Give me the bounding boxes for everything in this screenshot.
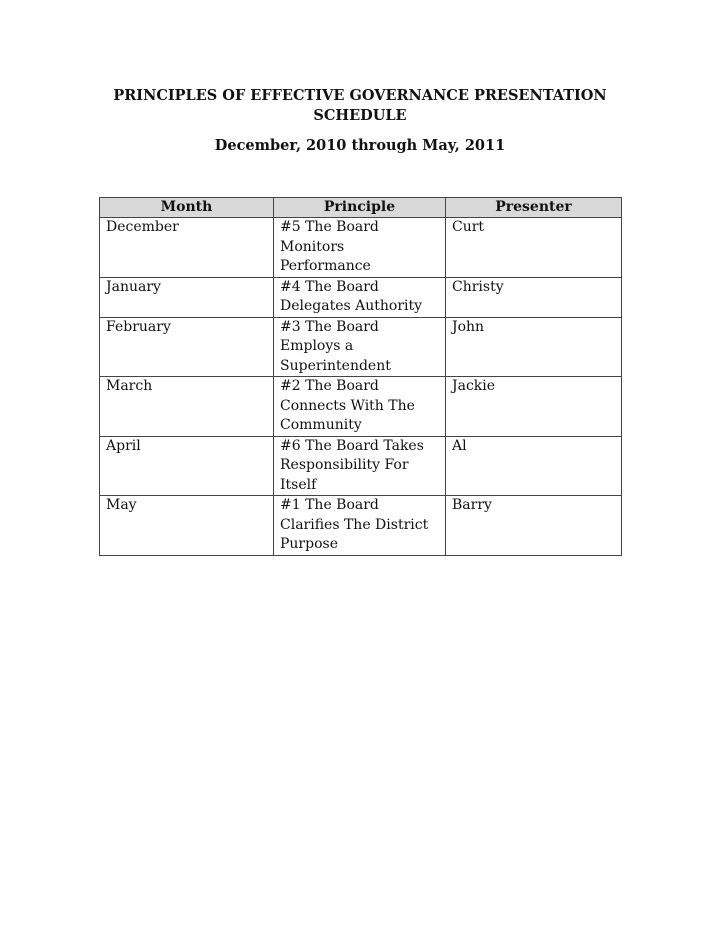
cell-month: March (100, 377, 274, 437)
cell-principle: #2 The Board Connects With The Community (274, 377, 446, 437)
cell-presenter: Curt (446, 218, 622, 278)
header-month: Month (100, 198, 274, 218)
cell-month: December (100, 218, 274, 278)
cell-principle: #1 The Board Clarifies The District Purpose (274, 496, 446, 556)
table-row (100, 496, 622, 556)
cell-month: May (100, 496, 274, 556)
cell-presenter: John (446, 317, 622, 377)
table-row (100, 277, 622, 317)
cell-presenter: Al (446, 436, 622, 496)
cell-principle: #3 The Board Employs a Superintendent (274, 317, 446, 377)
table-row (100, 317, 622, 377)
cell-presenter: Jackie (446, 377, 622, 437)
cell-principle: #6 The Board Takes Responsibility For Itself (274, 436, 446, 496)
cell-presenter: Christy (446, 277, 622, 317)
document-subtitle: December, 2010 through May, 2011 (214, 137, 506, 154)
cell-presenter: Barry (446, 496, 622, 556)
header-presenter: Presenter (446, 198, 622, 218)
document-title (0, 86, 720, 126)
table-row (100, 218, 622, 278)
cell-month: February (100, 317, 274, 377)
title-line-1: PRINCIPLES OF EFFECTIVE GOVERNANCE PRESENTATION (113, 87, 607, 104)
cell-principle: #5 The Board Monitors Performance (274, 218, 446, 278)
schedule-table (99, 197, 622, 556)
cell-principle: #4 The Board Delegates Authority (274, 277, 446, 317)
cell-month: January (100, 277, 274, 317)
header-principle: Principle (274, 198, 446, 218)
title-line-2: SCHEDULE (313, 107, 407, 124)
cell-month: April (100, 436, 274, 496)
table-row (100, 377, 622, 437)
table-header-row (100, 198, 622, 218)
table-row (100, 436, 622, 496)
